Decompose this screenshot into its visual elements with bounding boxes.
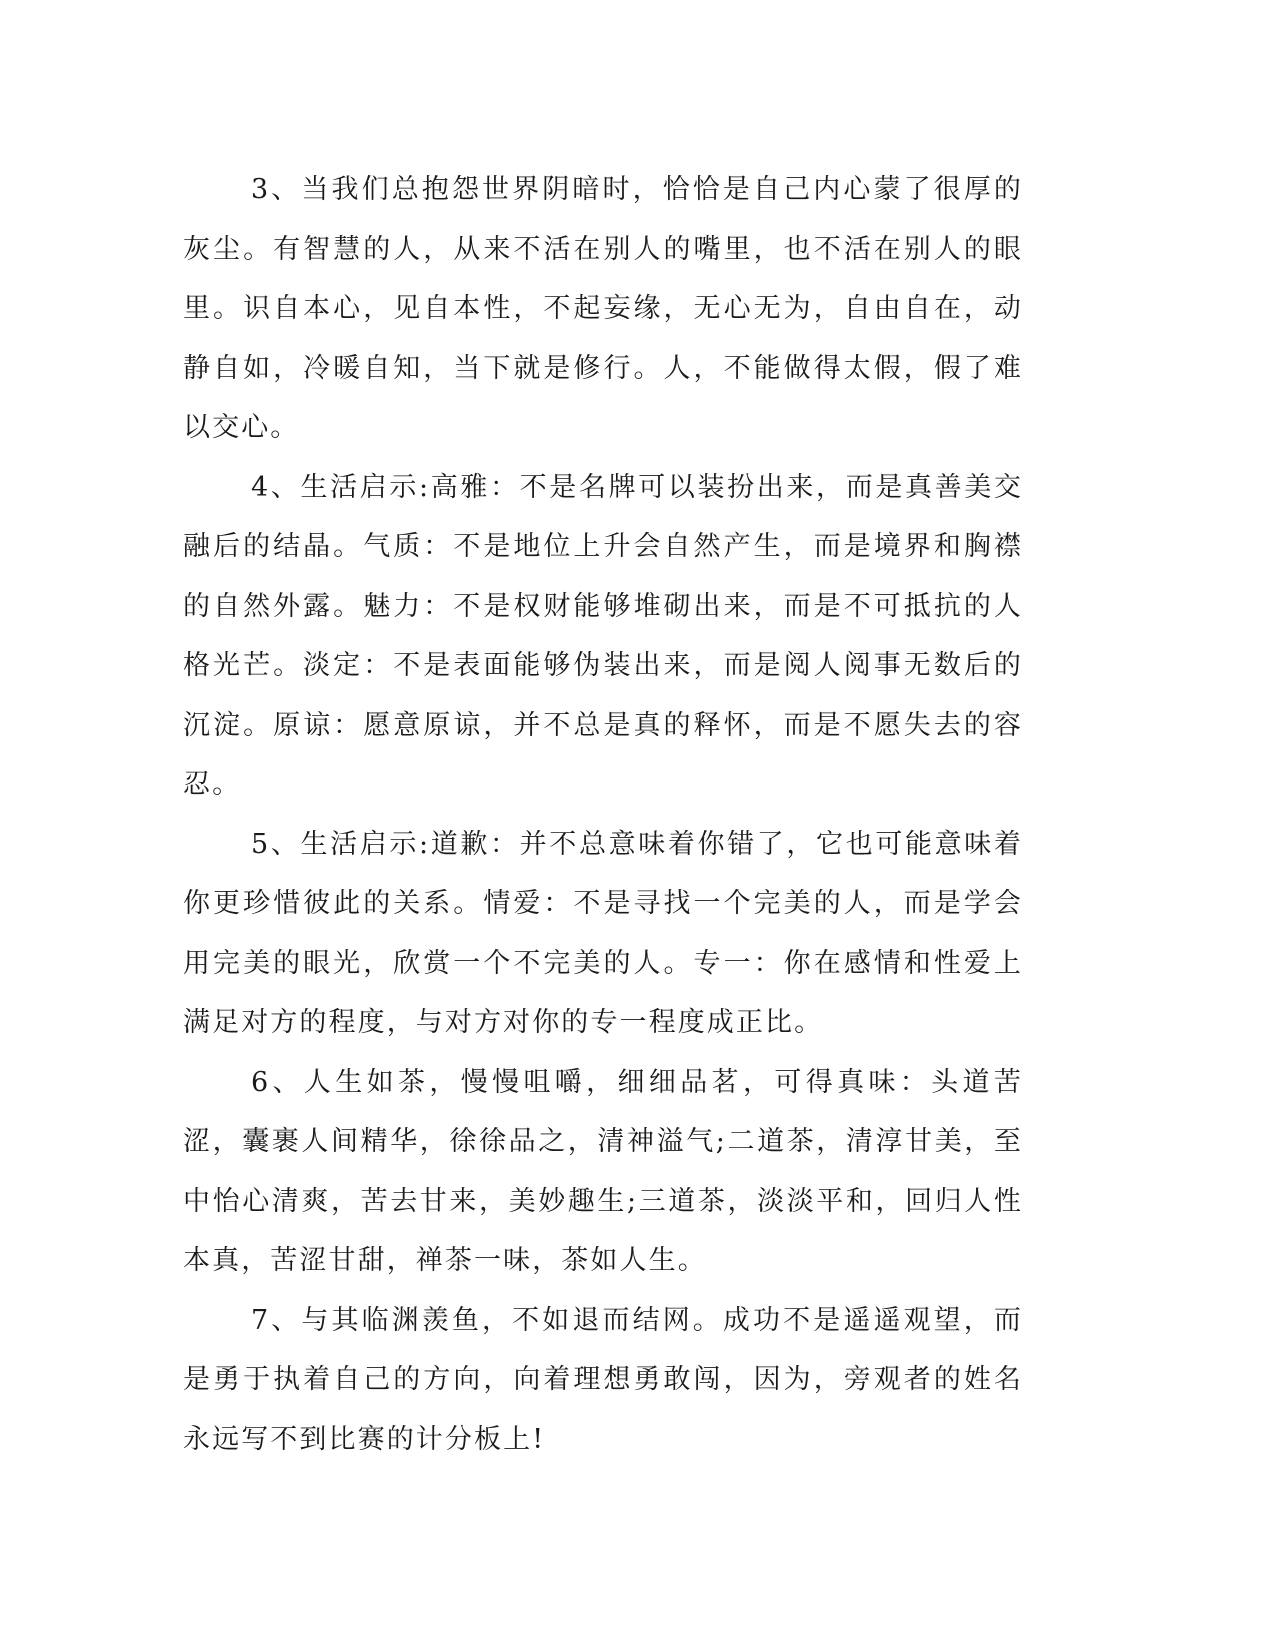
paragraph-7: 7、与其临渊羡鱼，不如退而结网。成功不是遥遥观望，而是勇于执着自己的方向，向着理想勇敢闯，因为，旁观者的姓名永远写不到比赛的计分板上! — [183, 1304, 1023, 1455]
paragraph-4: 4、生活启示:高雅：不是名牌可以装扮出来，而是真善美交融后的结晶。气质：不是地位上升会自然产生，而是境界和胸襟的自然外露。魅力：不是权财能够堆砌出来，而是不可抵抗的人格光芒。淡定：不是表面能够伪装出来，而是阅人阅事无数后的沉淀。原谅：愿意原谅，并不总是真的释怀，而是不愿失去的容忍。 — [183, 471, 1023, 800]
document-body — [183, 160, 1023, 1469]
paragraph-5: 5、生活启示:道歉：并不总意味着你错了，它也可能意味着你更珍惜彼此的关系。情爱：不是寻找一个完美的人，而是学会用完美的眼光，欣赏一个不完美的人。专一：你在感情和性爱上满足对方的程度，与对方对你的专一程度成正比。 — [183, 828, 1023, 1038]
paragraph-6: 6、人生如茶，慢慢咀嚼，细细品茗，可得真味：头道苦涩，囊裹人间精华，徐徐品之，清神溢气;二道茶，清淳甘美，至中怡心清爽，苦去甘来，美妙趣生;三道茶，淡淡平和，回归人性本真，苦涩甘甜，禅茶一味，茶如人生。 — [183, 1066, 1023, 1276]
paragraph-3: 3、当我们总抱怨世界阴暗时，恰恰是自己内心蒙了很厚的灰尘。有智慧的人，从来不活在别人的嘴里，也不活在别人的眼里。识自本心，见自本性，不起妄缘，无心无为，自由自在，动静自如，冷暖自知，当下就是修行。人，不能做得太假，假了难以交心。 — [183, 174, 1023, 443]
